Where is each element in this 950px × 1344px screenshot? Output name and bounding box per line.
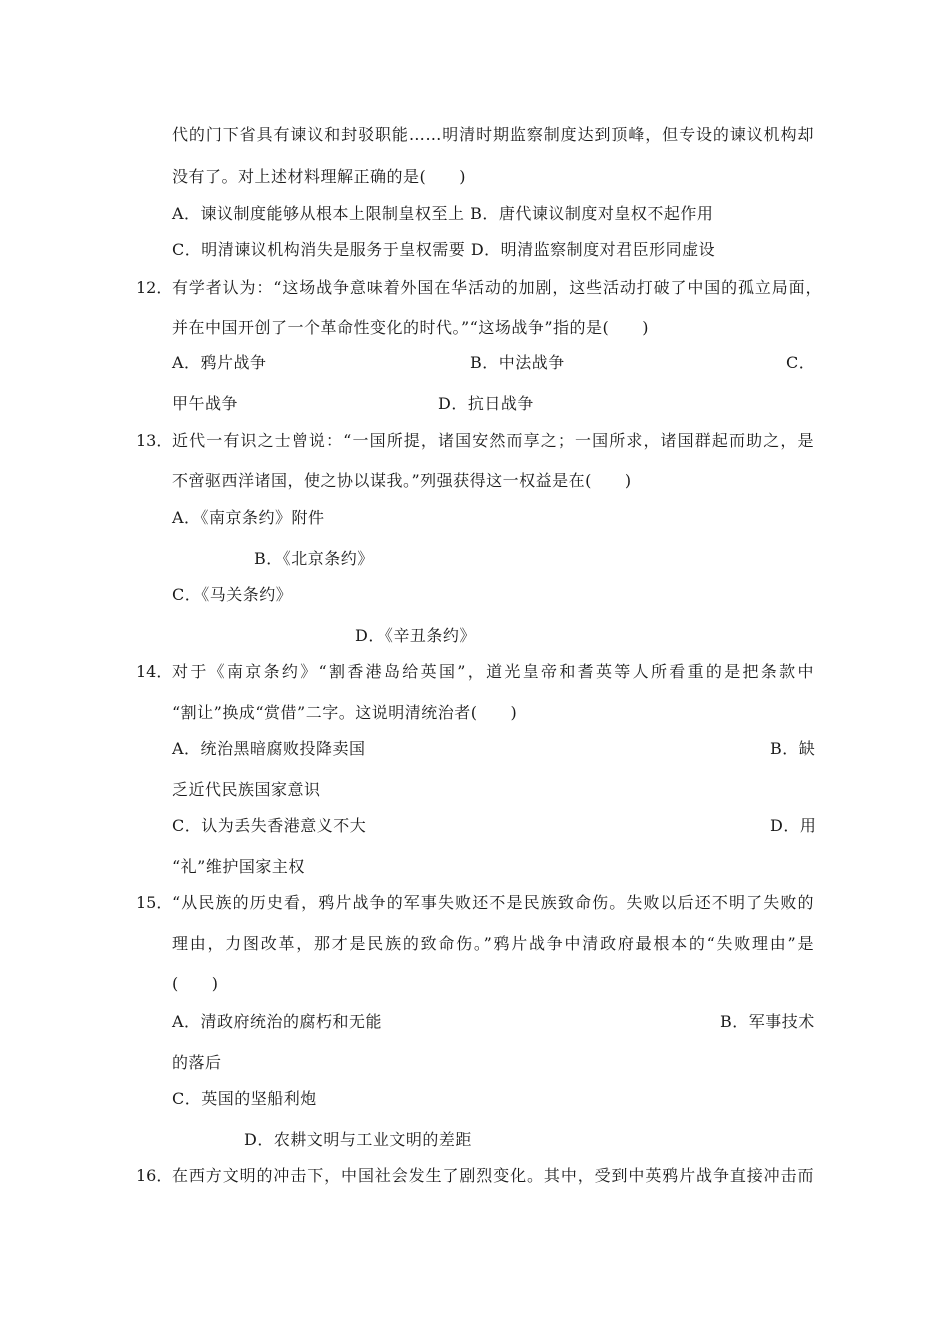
q15-option-b-tail: 的落后 (172, 1053, 222, 1072)
q13-stem-line2: 不啻驱西洋诸国，使之协以谋我。”列强获得这一权益是在( ) (172, 471, 632, 490)
q15-stem-line3: ( ) (172, 974, 219, 993)
q13-number: 13． (136, 431, 173, 450)
q15-number: 15． (136, 893, 173, 912)
q16-stem-line1: 在西方文明的冲击下，中国社会发生了剧烈变化。其中，受到中英鸦片战争直接冲击而 (172, 1166, 814, 1185)
q14-option-c: C．认为丢失香港意义不大 (172, 816, 367, 835)
q14-option-a: A．统治黑暗腐败投降卖国 (172, 739, 366, 758)
q14-option-d-tail: “礼”维护国家主权 (172, 857, 305, 876)
q12-option-a: A．鸦片战争 (172, 353, 267, 372)
q14-stem-line1: 对于《南京条约》“割香港岛给英国”，道光皇帝和耆英等人所看重的是把条款中 (172, 662, 814, 681)
q12-stem-line2: 并在中国开创了一个革命性变化的时代。”“这场战争”指的是( ) (172, 318, 650, 337)
q14-stem-line2: “割让”换成“赏借”二字。这说明清统治者( ) (172, 703, 518, 722)
q11-options-line1: A．谏议制度能够从根本上限制皇权至上 B．唐代谏议制度对皇权不起作用 (172, 204, 714, 223)
q15-option-a: A．清政府统治的腐朽和无能 (172, 1012, 383, 1031)
q15-stem-line1: “从民族的历史看，鸦片战争的军事失败还不是民族致命伤。失败以后还不明了失败的 (172, 893, 814, 912)
q12-number: 12． (136, 278, 173, 297)
q14-option-d-head: D．用 (770, 816, 817, 835)
q12-option-d: D．抗日战争 (438, 394, 534, 413)
q13-option-b: B．《北京条约》 (254, 549, 374, 568)
q15-option-c: C．英国的坚船利炮 (172, 1089, 317, 1108)
q15-stem-line2: 理由，力图改革，那才是民族的致命伤。”鸦片战争中清政府最根本的“失败理由”是 (172, 934, 814, 953)
q12-option-c-text: 甲午战争 (172, 394, 239, 413)
q12-stem-line1: 有学者认为：“这场战争意味着外国在华活动的加剧，这些活动打破了中国的孤立局面， (172, 278, 822, 297)
q13-option-d: D．《辛丑条约》 (355, 626, 476, 645)
q14-option-b-head: B．缺 (770, 739, 816, 758)
q15-option-d: D．农耕文明与工业文明的差距 (244, 1130, 472, 1149)
q14-number: 14． (136, 662, 173, 681)
q13-option-a: A．《南京条约》附件 (172, 508, 325, 527)
q11-options-line2: C．明清谏议机构消失是服务于皇权需要 D．明清监察制度对君臣形同虚设 (172, 240, 716, 259)
q14-option-b-tail: 乏近代民族国家意识 (172, 780, 321, 799)
q13-option-c: C．《马关条约》 (172, 585, 293, 604)
q11-stem-line2: 没有了。对上述材料理解正确的是( ) (172, 167, 466, 186)
q11-stem-line1: 代的门下省具有谏议和封驳职能……明清时期监察制度达到顶峰，但专设的谏议机构却 (172, 125, 814, 144)
q13-stem-line1: 近代一有识之士曾说：“一国所提，诸国安然而享之；一国所求，诸国群起而助之，是 (172, 431, 814, 450)
q15-option-b-head: B．军事技术 (720, 1012, 815, 1031)
q16-number: 16． (136, 1166, 173, 1185)
q12-option-b: B．中法战争 (470, 353, 565, 372)
q12-option-c-label: C． (786, 353, 816, 372)
